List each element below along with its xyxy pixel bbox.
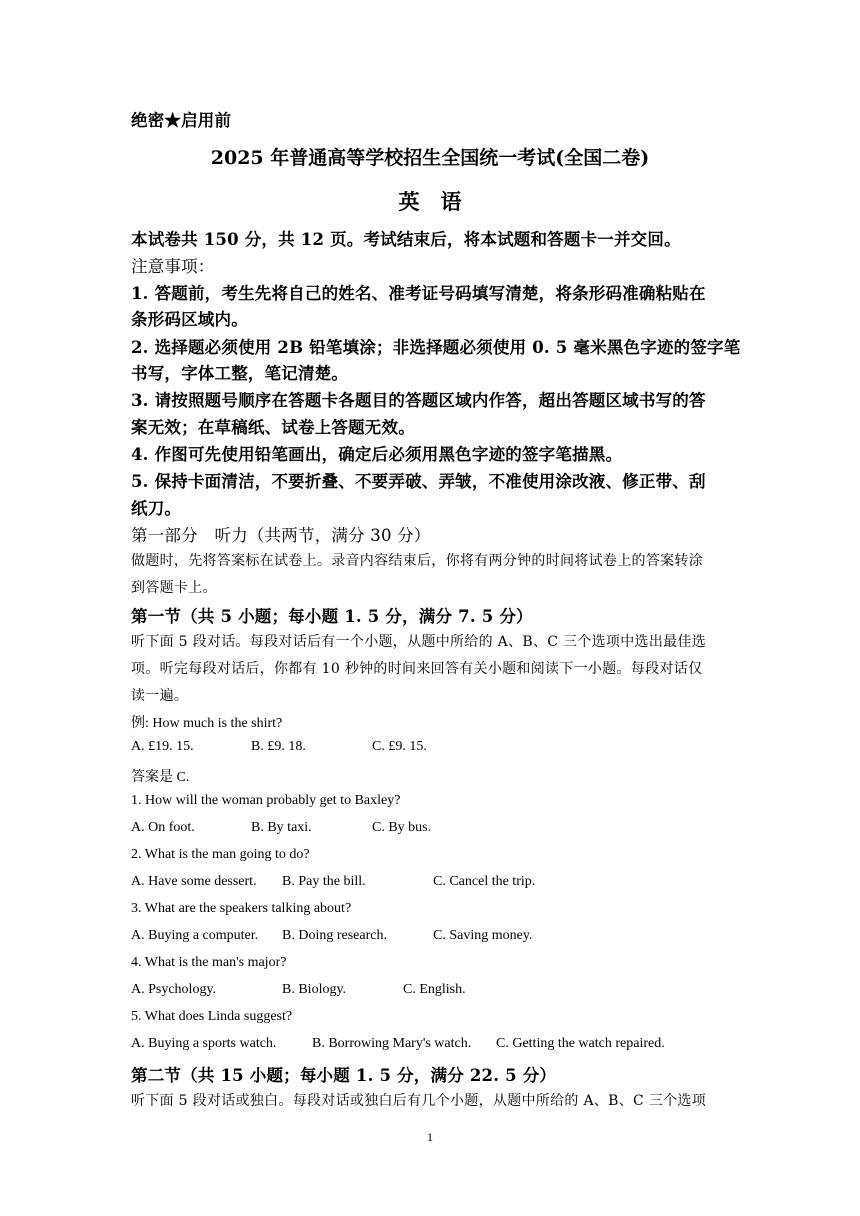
note-line: 1. 答题前，考生先将自己的姓名、准考证号码填写清楚，将条形码准确粘贴在: [131, 284, 706, 303]
note-line: 2. 选择题必须使用 2B 铅笔填涂；非选择题必须使用 0. 5 毫米黑色字迹的签字笔: [131, 338, 741, 357]
note-line: 纸刀。: [131, 499, 182, 518]
q4-option-a: A. Psychology.: [131, 982, 217, 997]
example-answer: 答案是 C.: [131, 770, 190, 785]
exam-title: 2025 年普通高等学校招生全国统一考试(全国二卷): [210, 147, 650, 169]
q2-option-c: C. Cancel the trip.: [433, 874, 536, 889]
subject-title: 英 语: [398, 189, 462, 214]
page-number: 1: [427, 1130, 433, 1144]
section2-heading: 第二节（共 15 小题；每小题 1. 5 分，满分 22. 5 分）: [131, 1066, 557, 1085]
question-1: 1. How will the woman probably get to Baxley?: [131, 793, 401, 808]
q2-option-b: B. Pay the bill.: [282, 874, 366, 889]
section1-instruction: 读一遍。: [131, 688, 189, 704]
q3-option-b: B. Doing research.: [282, 928, 387, 943]
q3-option-a: A. Buying a computer.: [131, 928, 259, 943]
question-5: 5. What does Linda suggest?: [131, 1009, 293, 1024]
q5-option-b: B. Borrowing Mary's watch.: [312, 1036, 472, 1051]
section2-instruction: 听下面 5 段对话或独白。每段对话或独白后有几个小题，从题中所给的 A、B、C 三个选项: [131, 1093, 707, 1109]
confidential-label: 绝密★启用前: [131, 111, 232, 130]
example-question: 例: How much is the shirt?: [131, 716, 283, 731]
q1-option-b: B. By taxi.: [251, 820, 312, 835]
note-line: 5. 保持卡面清洁，不要折叠、不要弄破、弄皱，不准使用涂改液、修正带、刮: [131, 472, 706, 491]
question-4: 4. What is the man's major?: [131, 955, 287, 970]
q1-option-a: A. On foot.: [131, 820, 195, 835]
question-3: 3. What are the speakers talking about?: [131, 901, 352, 916]
notes-heading: 注意事项：: [131, 257, 215, 276]
example-option-a: A. £19. 15.: [131, 739, 194, 754]
q5-option-c: C. Getting the watch repaired.: [496, 1036, 665, 1051]
question-2: 2. What is the man going to do?: [131, 847, 310, 862]
q1-option-c: C. By bus.: [372, 820, 432, 835]
note-line: 3. 请按照题号顺序在答题卡各题目的答题区域内作答，超出答题区域书写的答: [131, 391, 706, 410]
q3-option-c: C. Saving money.: [433, 928, 533, 943]
section1-instruction: 听下面 5 段对话。每段对话后有一个小题，从题中所给的 A、B、C 三个选项中选出最佳选: [131, 634, 707, 650]
note-line: 条形码区域内。: [131, 310, 248, 329]
section1-heading: 第一节（共 5 小题；每小题 1. 5 分，满分 7. 5 分）: [131, 607, 533, 626]
part1-instruction: 到答题卡上。: [131, 580, 217, 596]
note-line: 4. 作图可先使用铅笔画出，确定后必须用黑色字迹的签字笔描黑。: [131, 445, 623, 464]
part1-instruction: 做题时，先将答案标在试卷上。录音内容结束后，你将有两分钟的时间将试卷上的答案转涂: [131, 553, 703, 569]
q5-option-a: A. Buying a sports watch.: [131, 1036, 277, 1051]
note-line: 书写，字体工整，笔记清楚。: [131, 364, 349, 383]
q4-option-b: B. Biology.: [282, 982, 347, 997]
note-line: 案无效；在草稿纸、试卷上答题无效。: [131, 418, 415, 437]
intro-text: 本试卷共 150 分，共 12 页。考试结束后，将本试题和答题卡一并交回。: [131, 230, 681, 249]
example-option-c: C. £9. 15.: [372, 739, 427, 754]
example-option-b: B. £9. 18.: [251, 739, 306, 754]
q2-option-a: A. Have some dessert.: [131, 874, 257, 889]
part1-heading: 第一部分 听力（共两节，满分 30 分）: [131, 526, 431, 545]
section1-instruction: 项。听完每段对话后，你都有 10 秒钟的时间来回答有关小题和阅读下一小题。每段对话仅: [131, 661, 703, 677]
q4-option-c: C. English.: [403, 982, 466, 997]
